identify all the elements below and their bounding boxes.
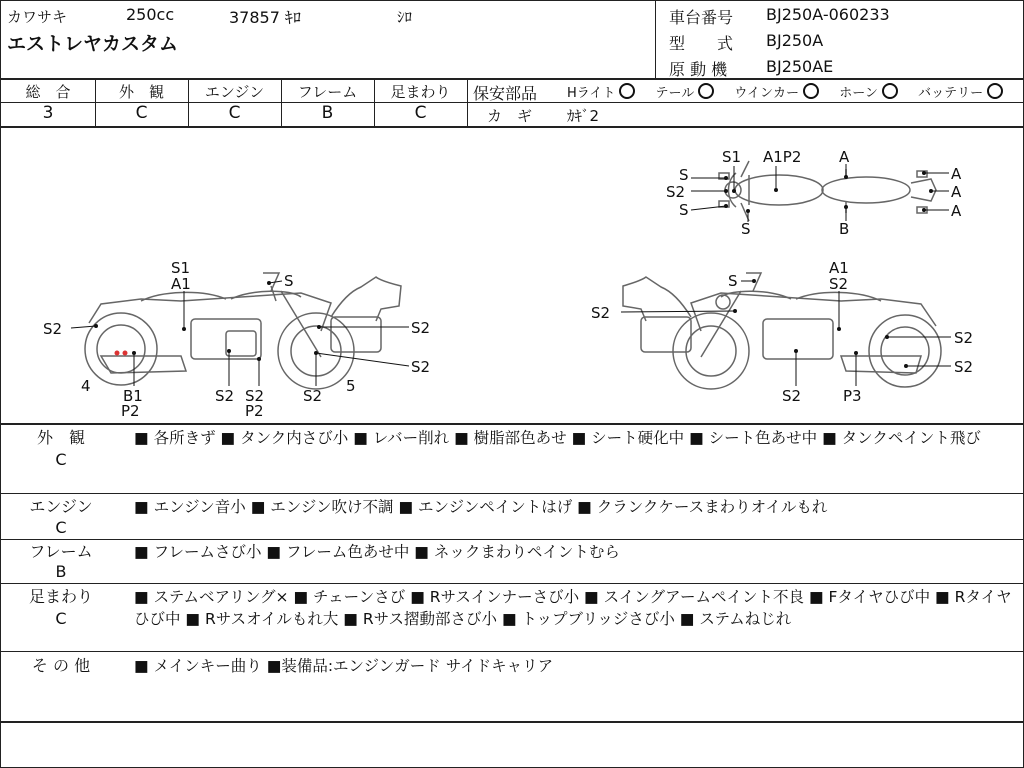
diagram-label: S [679, 201, 689, 219]
section-label: 外 観 [36, 428, 85, 447]
key-label: カ ギ [487, 107, 533, 125]
diagram-label: A1P2 [763, 148, 802, 166]
diagram-label: S2 [954, 329, 974, 347]
winker-ok-icon [803, 83, 819, 99]
key-value: ｶｷﾞ2 [567, 107, 600, 125]
overall-grade: 3 [42, 103, 54, 123]
section-text: ■ ステムベアリング× ■ チェーンさび ■ Rサスインナーさび小 ■ スイングアームペイント不良 ■ Fタイヤひび中 ■ Rタイヤひび中 ■ Rサスオイルもれ大 ■ Rサス摺動部さび小 ■ トップブリッジさび小 ■ ステムねじれ [134, 588, 1012, 628]
diagram-label: A [951, 183, 962, 201]
section-text: ■ エンジン音小 ■ エンジン吹け不調 ■ エンジンペイントはげ ■ クランクケースまわりオイルもれ [134, 498, 828, 516]
safety-items [567, 82, 1003, 101]
diagram-label: A [951, 165, 962, 183]
diagram-label: S [728, 272, 738, 290]
diagram-label: 4 [81, 377, 91, 395]
diagram-label: S2 [782, 387, 802, 405]
engine-grade: C [228, 103, 241, 123]
diagram-label: A1 [171, 275, 191, 293]
diagram-label: P2 [121, 402, 140, 420]
section-grade: C [55, 450, 67, 469]
engine-grade-label: エンジン [204, 83, 265, 101]
tail-label: テール [655, 86, 695, 101]
diagram-label: S2 [829, 275, 849, 293]
section-label: フレーム [29, 542, 93, 561]
type-label: 型 式 [669, 34, 734, 53]
maker: カワサキ [7, 8, 68, 26]
diagram-label: S [741, 220, 751, 238]
suspension-label: 足まわり [390, 83, 451, 101]
diagram-label: S [284, 272, 294, 290]
frame-label: フレーム [297, 83, 358, 101]
engine-value: BJ250AE [766, 57, 834, 76]
diagram-label: S2 [245, 387, 265, 405]
headlight-label: Hライト [567, 86, 616, 101]
top-view-bike-drawing [719, 161, 936, 221]
damage-diagram [1, 128, 1023, 422]
overall-label: 総 合 [25, 83, 71, 101]
diagram-label: 5 [346, 377, 356, 395]
left-side-bike-drawing [85, 273, 401, 389]
section-grade: B [55, 562, 67, 581]
tail-ok-icon [698, 83, 714, 99]
diagram-label: S [679, 166, 689, 184]
diagram-label: P3 [843, 387, 862, 405]
section-text: ■ 各所きず ■ タンク内さび小 ■ レバー削れ ■ 樹脂部色あせ ■ シート硬化中 ■ シート色あせ中 ■ タンクペイント飛び [134, 429, 981, 447]
diagram-label: A [839, 148, 850, 166]
battery-label: バッテリー [918, 86, 984, 101]
frame-grade: B [321, 103, 334, 123]
horn-label: ホーン [839, 86, 878, 101]
right-side-bike-drawing [623, 273, 941, 389]
red-rust-markers [115, 351, 128, 356]
section-grade: C [55, 518, 67, 537]
type-value: BJ250A [766, 31, 824, 50]
chassis-label: 車台番号 [669, 8, 734, 27]
diagram-label: A [951, 202, 962, 220]
diagram-leader-lines [71, 164, 951, 386]
model-name: エストレヤカスタム [7, 33, 179, 55]
section-text: ■ メインキー曲り ■装備品:エンジンガード サイドキャリア [134, 657, 554, 675]
diagram-label: S2 [954, 358, 974, 376]
suspension-grade: C [414, 103, 427, 123]
diagram-label: S1 [171, 259, 191, 277]
engine-label: 原 動 機 [669, 60, 728, 79]
diagram-label: S2 [411, 358, 431, 376]
section-label: エンジン [29, 497, 93, 516]
section-grade: C [55, 609, 67, 628]
mileage: 37857 ｷﾛ [229, 8, 301, 27]
section-text: ■ フレームさび小 ■ フレーム色あせ中 ■ ネックまわりペイントむら [134, 543, 620, 561]
safety-label: 保安部品 [473, 84, 538, 103]
diagram-label: S2 [303, 387, 323, 405]
diagram-label: S2 [215, 387, 235, 405]
color: ｼﾛ [397, 8, 413, 26]
diagram-label: A1 [829, 259, 849, 277]
diagram-label: S2 [411, 319, 431, 337]
diagram-label: P2 [245, 402, 264, 420]
winker-label: ウインカー [734, 86, 800, 101]
diagram-label: B1 [123, 387, 143, 405]
exterior-grade: C [135, 103, 148, 123]
diagram-label: S1 [722, 148, 742, 166]
displacement: 250cc [126, 5, 175, 24]
diagram-label: S2 [43, 320, 63, 338]
headlight-ok-icon [619, 83, 635, 99]
diagram-label: S2 [591, 304, 611, 322]
diagram-markers [94, 171, 933, 368]
diagram-label: B [839, 220, 850, 238]
exterior-label: 外 観 [118, 83, 164, 101]
chassis-value: BJ250A-060233 [766, 5, 890, 24]
diagram-label: S2 [666, 183, 686, 201]
section-label: 足まわり [28, 587, 93, 606]
battery-ok-icon [987, 83, 1003, 99]
horn-ok-icon [882, 83, 898, 99]
section-label: そ の 他 [31, 656, 91, 675]
